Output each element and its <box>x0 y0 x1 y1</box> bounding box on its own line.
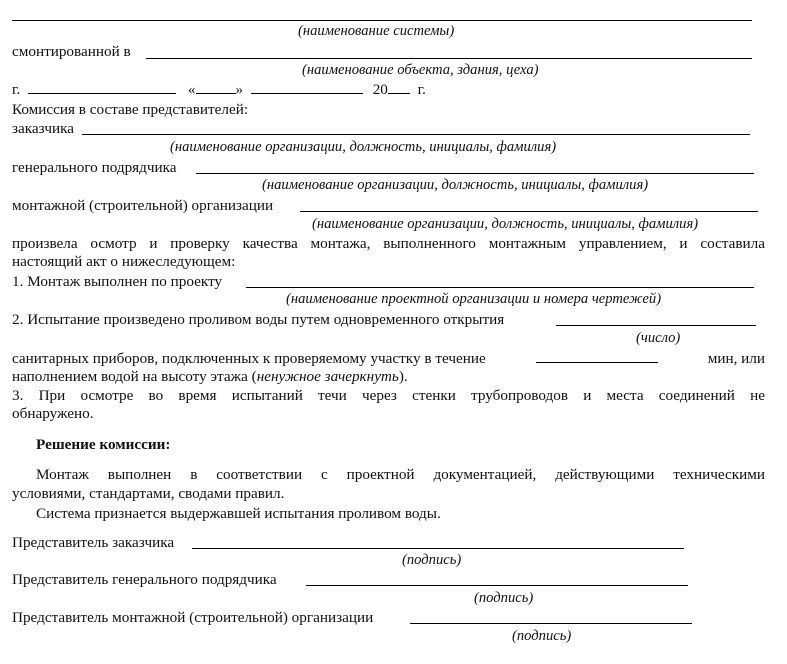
decision-text-3: Система признается выдержавшей испытания проливом воды. <box>36 505 441 522</box>
sign-customer-line <box>12 534 765 552</box>
sign-general-contractor-line <box>12 571 765 589</box>
item2-fill-end: ). <box>398 368 408 385</box>
quote-open: « <box>187 81 196 98</box>
project-field[interactable] <box>246 287 754 288</box>
year-suffix: г. <box>417 81 426 98</box>
sign-general-contractor-label: Представитель генерального подрядчика <box>12 571 277 588</box>
quote-close: » <box>235 81 244 98</box>
caption-project: (наименование проектной организации и номера чертежей) <box>286 291 662 307</box>
item3-text-2: обнаружено. <box>12 405 94 422</box>
customer-line <box>12 120 765 138</box>
caption-general-contractor-org: (наименование организации, должность, инициалы, фамилия) <box>262 177 649 193</box>
city-label: г. <box>12 81 21 98</box>
duration-field[interactable] <box>536 350 658 363</box>
mounting-org-field[interactable] <box>300 211 758 212</box>
month-field[interactable] <box>251 81 363 94</box>
fixtures-count-field[interactable] <box>556 325 756 326</box>
mounted-in-label: смонтированной в <box>12 43 131 60</box>
caption-object-name: (наименование объекта, здания, цеха) <box>302 62 539 78</box>
item2-fill-line <box>12 368 765 386</box>
caption-signature-mounting-org: (подпись) <box>512 628 572 644</box>
caption-system-name: (наименование системы) <box>298 23 455 39</box>
customer-field[interactable] <box>82 134 750 135</box>
mounting-org-line <box>12 197 765 215</box>
day-field[interactable] <box>196 81 236 94</box>
system-name-field[interactable] <box>12 20 752 21</box>
decision-text-2: условиями, стандартами, сводами правил. <box>12 485 285 502</box>
item2-cont-text: санитарных приборов, подключенных к проверяемому участку в течение <box>12 350 486 367</box>
caption-signature-customer: (подпись) <box>402 552 462 568</box>
year-field[interactable] <box>388 81 410 94</box>
caption-mounting-org: (наименование организации, должность, инициалы, фамилия) <box>312 216 699 232</box>
general-contractor-field[interactable] <box>196 173 754 174</box>
item1-line <box>12 273 765 291</box>
customer-label: заказчика <box>12 120 74 137</box>
city-field[interactable] <box>28 81 176 94</box>
year-prefix: 20 <box>372 81 388 98</box>
city-date-line <box>12 81 765 99</box>
sign-mounting-org-field[interactable] <box>410 623 692 624</box>
object-name-field[interactable] <box>146 58 752 59</box>
general-contractor-label: генерального подрядчика <box>12 159 177 176</box>
sign-mounting-org-line <box>12 609 765 627</box>
general-contractor-line <box>12 159 765 177</box>
mounting-org-label: монтажной (строительной) организации <box>12 197 274 214</box>
decision-title: Решение комиссии: <box>36 436 171 453</box>
sign-mounting-org-label: Представитель монтажной (строительной) организации <box>12 609 374 626</box>
caption-number: (число) <box>636 330 681 346</box>
item2-fill-text: наполнением водой на высоту этажа ( <box>12 368 257 385</box>
caption-signature-general-contractor: (подпись) <box>474 590 534 606</box>
inspection-text-1: произвела осмотр и проверку качества монтажа, выполненного монтажным управлением, и составила <box>12 235 765 252</box>
item2-line <box>12 311 765 329</box>
item2-strike-note: ненужное зачеркнуть <box>256 368 399 385</box>
item1-label: 1. Монтаж выполнен по проекту <box>12 273 223 290</box>
caption-customer-org: (наименование организации, должность, инициалы, фамилия) <box>170 139 557 155</box>
sign-customer-label: Представитель заказчика <box>12 534 175 551</box>
item2-minutes: мин, или <box>707 350 765 367</box>
commission-intro: Комиссия в составе представителей: <box>12 101 249 118</box>
inspection-text-2: настоящий акт о нижеследующем: <box>12 253 236 270</box>
decision-text-1: Монтаж выполнен в соответствии с проектной документацией, действующими техническими <box>36 466 765 483</box>
sign-customer-field[interactable] <box>192 548 684 549</box>
sign-general-contractor-field[interactable] <box>306 585 688 586</box>
item2-cont-line <box>12 350 765 368</box>
item2-label: 2. Испытание произведено проливом воды путем одновременного открытия <box>12 311 505 328</box>
item3-text-1: 3. При осмотре во время испытаний течи через стенки трубопроводов и места соединений не <box>12 387 765 404</box>
